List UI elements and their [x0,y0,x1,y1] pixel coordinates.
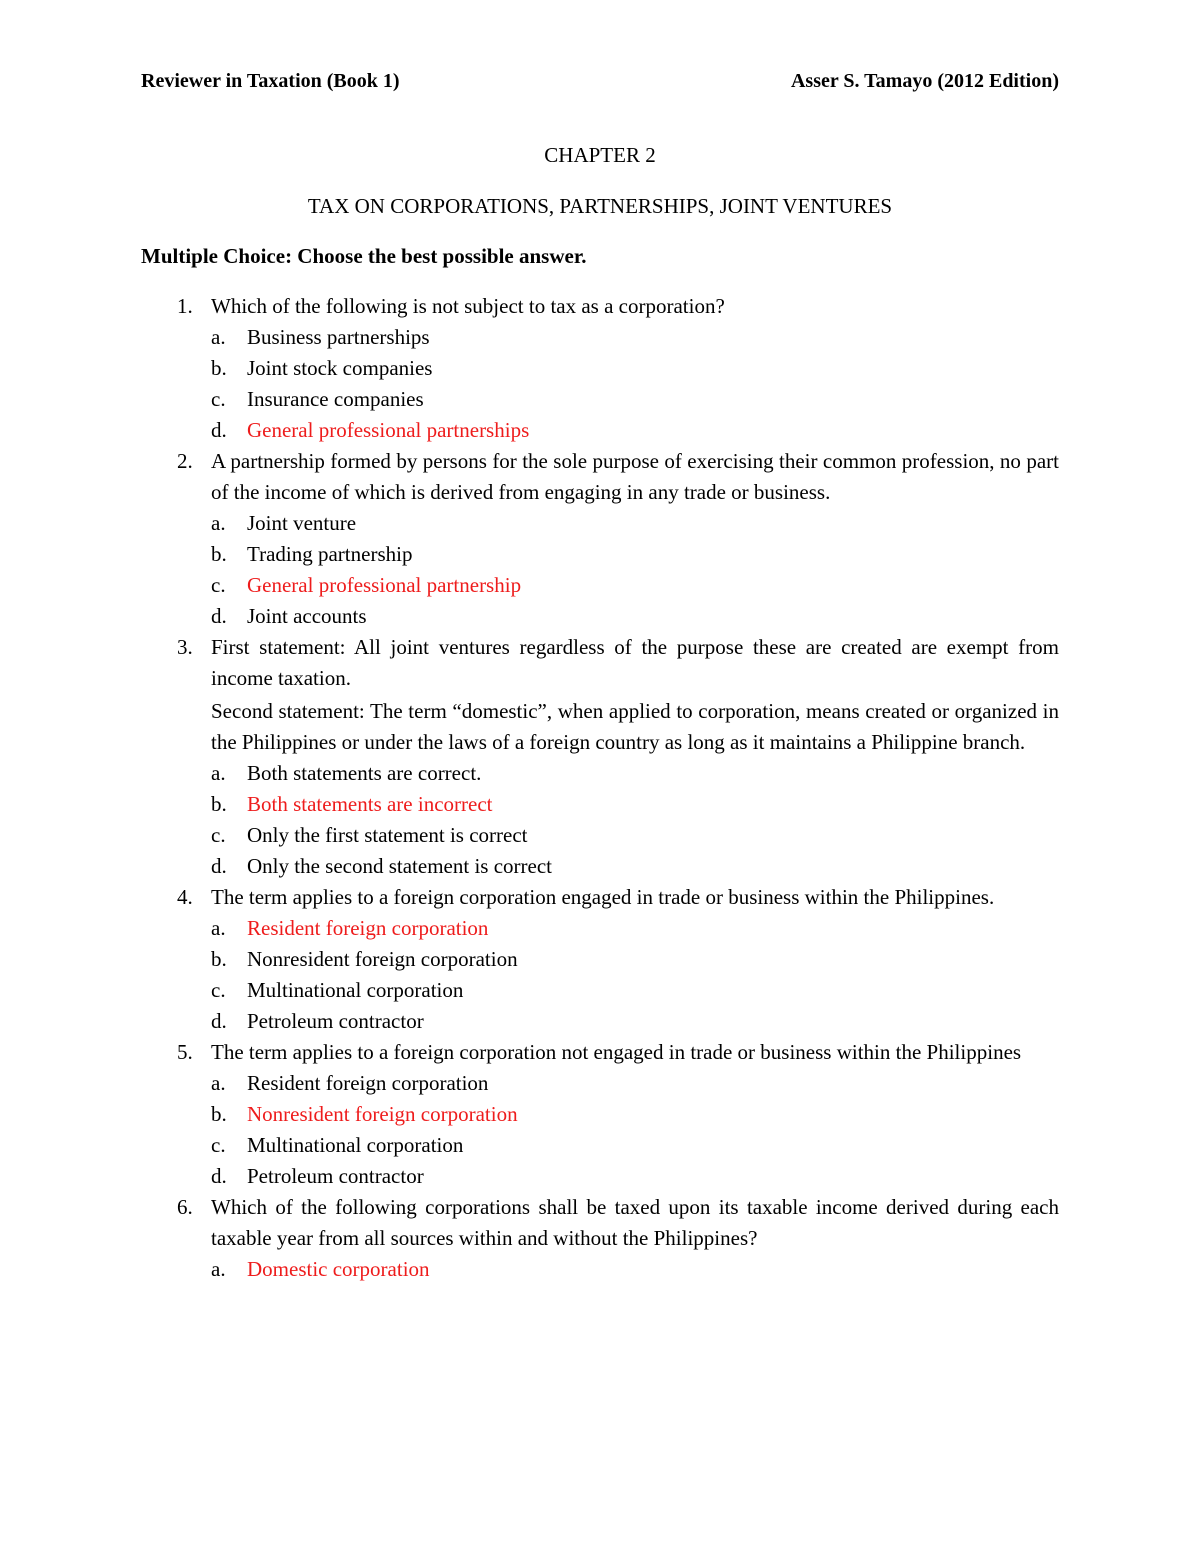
option-text: Nonresident foreign corporation [247,947,518,971]
option-text: Resident foreign corporation [247,1071,489,1095]
answer-option-correct [211,570,1059,601]
option-text: Joint venture [247,511,357,535]
answer-options [211,322,1059,446]
option-letter: b. [211,356,227,380]
option-text: Petroleum contractor [247,1164,424,1188]
question-item [141,882,1059,1037]
answer-option-correct [211,913,1059,944]
option-text: Multinational corporation [247,1133,464,1157]
option-text: General professional partnerships [247,418,530,442]
page-header [141,70,1059,100]
option-letter: a. [211,1071,226,1095]
answer-option [211,975,1059,1006]
answer-option [211,353,1059,384]
answer-option [211,944,1059,975]
answer-option [211,1068,1059,1099]
option-text: Petroleum contractor [247,1009,424,1033]
answer-option [211,1006,1059,1037]
answer-option-correct [211,1099,1059,1130]
question-text: The term applies to a foreign corporation not engaged in trade or business within the Philippines [211,1040,1022,1064]
option-letter: b. [211,947,227,971]
option-letter: d. [211,854,227,878]
answer-options [211,1068,1059,1192]
option-letter: c. [211,573,226,597]
question-list [141,291,1059,1285]
answer-option [211,1161,1059,1192]
option-letter: a. [211,511,226,535]
option-letter: a. [211,1257,226,1281]
option-text: Only the first statement is correct [247,823,528,847]
header-author-edition: Asser S. Tamayo (2012 Edition) [790,70,1059,92]
answer-options [211,913,1059,1037]
question-body [211,1037,1059,1192]
question-text: Second statement: The term “domestic”, when applied to corporation, means created or organized in the Philippines or under the laws of a foreign country as long as it maintains a Philippine branch. [211,699,1059,754]
option-text: Insurance companies [247,387,424,411]
question-item [141,446,1059,632]
question-body [211,1192,1059,1285]
option-text: Both statements are correct. [247,761,482,785]
question-number: 4. [177,885,193,909]
question-number: 6. [177,1195,193,1219]
answer-option [211,508,1059,539]
question-body [211,291,1059,446]
question-body [211,446,1059,632]
answer-option-correct [211,789,1059,820]
header-book-title: Reviewer in Taxation (Book 1) [141,70,400,92]
answer-option [211,384,1059,415]
question-number: 3. [177,635,193,659]
question-number: 1. [177,294,193,318]
option-letter: b. [211,1102,227,1126]
option-text: Joint stock companies [247,356,433,380]
option-letter: c. [211,1133,226,1157]
option-letter: a. [211,916,226,940]
answer-option-correct [211,415,1059,446]
question-number: 2. [177,449,193,473]
option-text: Domestic corporation [247,1257,430,1281]
question-item [141,291,1059,446]
option-letter: d. [211,418,227,442]
option-text: General professional partnership [247,573,522,597]
option-letter: a. [211,761,226,785]
instructions: Multiple Choice: Choose the best possible answer. [141,244,587,268]
answer-options [211,1254,1059,1285]
option-text: Multinational corporation [247,978,464,1002]
answer-options [211,508,1059,632]
question-body [211,882,1059,1037]
option-letter: c. [211,978,226,1002]
option-letter: b. [211,792,227,816]
option-letter: b. [211,542,227,566]
answer-option [211,539,1059,570]
answer-options [211,758,1059,882]
page-content [141,140,1059,1285]
question-item [141,1037,1059,1192]
option-letter: c. [211,823,226,847]
question-item [141,632,1059,882]
option-letter: d. [211,604,227,628]
question-number: 5. [177,1040,193,1064]
answer-option [211,820,1059,851]
answer-option-correct [211,1254,1059,1285]
question-body [211,632,1059,882]
option-text: Trading partnership [247,542,413,566]
answer-option [211,322,1059,353]
option-text: Resident foreign corporation [247,916,489,940]
option-text: Both statements are incorrect [247,792,493,816]
option-letter: d. [211,1009,227,1033]
question-item [141,1192,1059,1285]
answer-option [211,601,1059,632]
answer-option [211,851,1059,882]
option-text: Only the second statement is correct [247,854,552,878]
answer-option [211,758,1059,789]
question-text: First statement: All joint ventures regardless of the purpose these are created are exempt from income taxation. [211,635,1059,690]
answer-option [211,1130,1059,1161]
option-text: Joint accounts [247,604,367,628]
chapter-title: TAX ON CORPORATIONS, PARTNERSHIPS, JOINT VENTURES [307,194,893,218]
question-text: Which of the following is not subject to tax as a corporation? [211,294,725,318]
option-letter: c. [211,387,226,411]
chapter-heading: CHAPTER 2 [544,143,656,167]
option-text: Business partnerships [247,325,430,349]
option-letter: a. [211,325,226,349]
question-text: A partnership formed by persons for the sole purpose of exercising their common profession, no part of the income of which is derived from engaging in any trade or business. [211,449,1059,504]
question-text: Which of the following corporations shall be taxed upon its taxable income derived during each taxable year from all sources within and without the Philippines? [211,1195,1059,1250]
option-text: Nonresident foreign corporation [247,1102,518,1126]
option-letter: d. [211,1164,227,1188]
question-text: The term applies to a foreign corporation engaged in trade or business within the Philippines. [211,885,995,909]
